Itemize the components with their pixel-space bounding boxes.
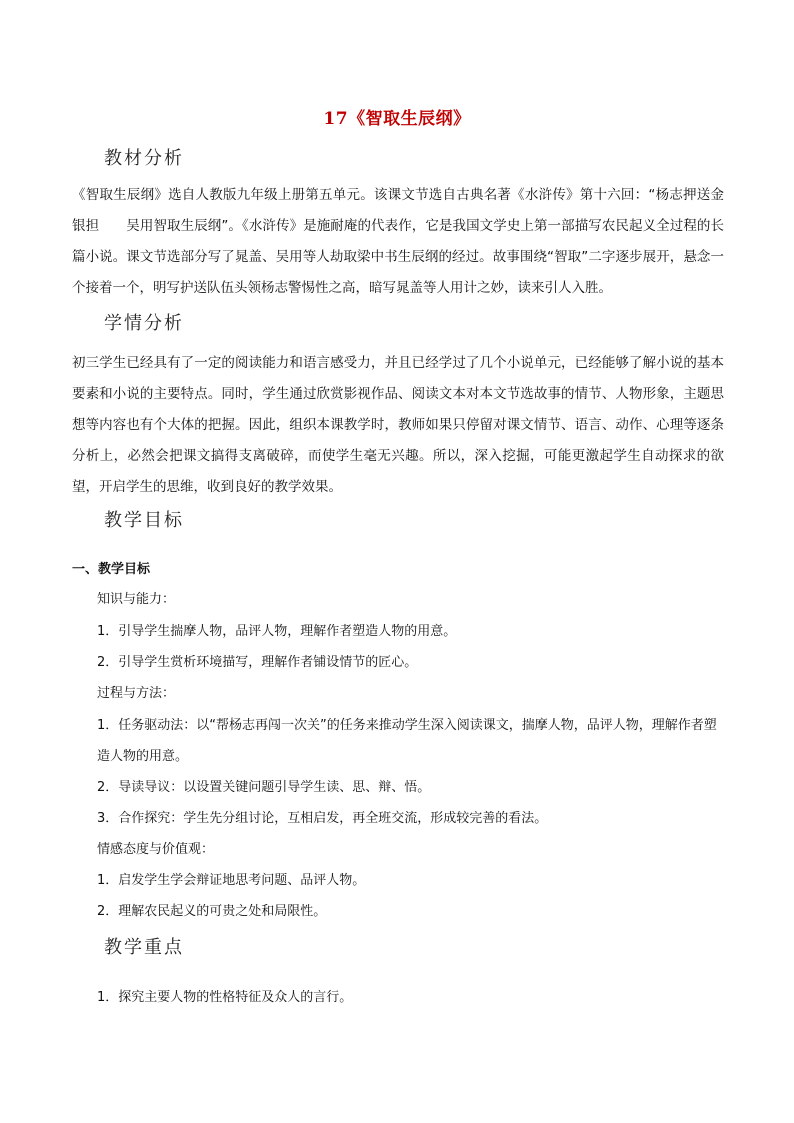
process-item-2: 2．导读导议：以设置关键问题引导学生读、思、辩、悟。 [97,780,431,795]
section-heading-material: 教材分析 [104,148,184,169]
process-item-1-text: 1．任务驱动法：以“帮杨志再闯一次关”的任务来推动学生深入阅读课文，揣摩人物，品评人物，理解作者塑造人物的用意。 [97,718,717,764]
section-heading-students: 学情分析 [104,313,184,334]
students-paragraph: 初三学生已经具有了一定的阅读能力和语言感受力，并且已经学过了几个小说单元，已经能够了解小说的基本要素和小说的主要特点。同时，学生通过欣赏影视作品、阅读文本对本文节选故事的情节、人物形象，主题思想等内容也有个大体的把握。因此，组织本课教学时，教师如果只停留对课文情节、语言、动作、心理等逐条分析上，必然会把课文搞得支离破碎，而使学生毫无兴趣。所以，深入挖掘，可能更激起学生自动探求的欲望，开启学生的思维，收到良好的教学效果。 [72,355,724,495]
section-heading-focus: 教学重点 [104,937,184,958]
process-item-3: 3．合作探究：学生先分组讨论，互相启发，再全班交流，形成较完善的看法。 [97,811,548,826]
knowledge-label: 知识与能力： [97,592,176,607]
focus-item-1: 1．探究主要人物的性格特征及众人的言行。 [97,990,353,1005]
goals-subheading: 一、教学目标 [72,562,151,577]
knowledge-item-1: 1．引导学生揣摩人物，品评人物，理解作者塑造人物的用意。 [97,624,457,639]
material-paragraph: 《智取生辰纲》选自人教版九年级上册第五单元。该课文节选自古典名著《水浒传》第十六回：“杨志押送金银担 吴用智取生辰纲”。《水浒传》是施耐庵的代表作，它是我国文学史上第一部描写农民起义全过程的长篇小说。课文节选部分写了晁盖、吴用等人劫取梁中书生辰纲的经过。故事围绕“智取”二字逐步展开，悬念一个接着一个，明写护送队伍头领杨志警惕性之高，暗写晁盖等人用计之妙，读来引人入胜。 [72,187,724,296]
process-label: 过程与方法： [97,686,176,701]
emotion-label: 情感态度与价值观： [97,842,215,857]
process-item-1 [97,710,727,772]
emotion-item-2: 2．理解农民起义的可贵之处和局限性。 [97,904,327,919]
section-heading-goals: 教学目标 [104,510,184,531]
knowledge-item-2: 2．引导学生赏析环境描写，理解作者铺设情节的匠心。 [97,655,418,670]
emotion-item-1: 1．启发学生学会辩证地思考问题、品评人物。 [97,873,366,888]
document-title: 17《智取生辰纲》 [323,109,471,129]
